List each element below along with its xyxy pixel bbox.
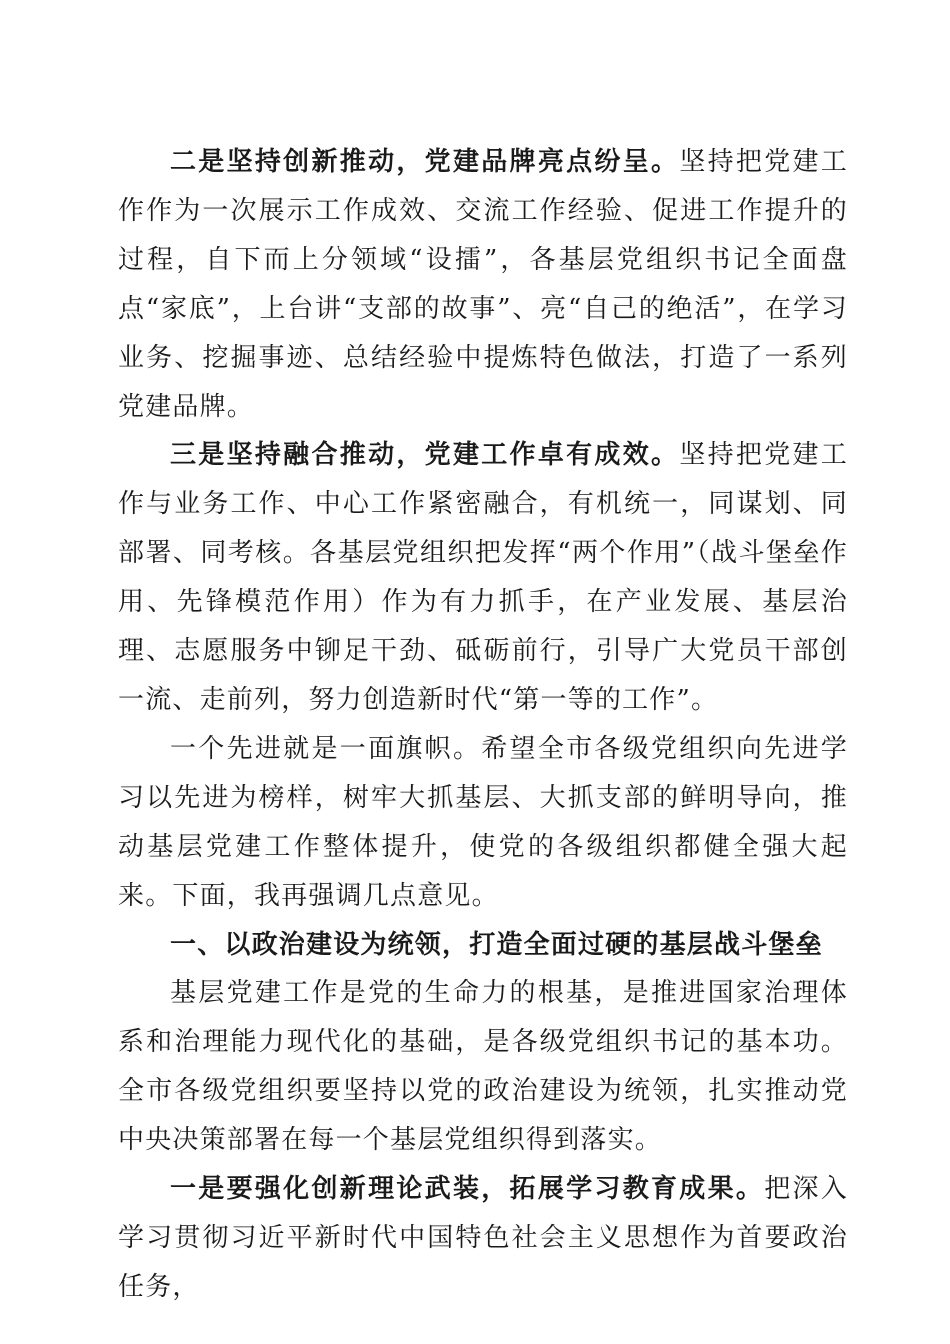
document-body — [118, 138, 848, 1312]
paragraph-integration — [118, 431, 848, 724]
paragraph-text: 基层党建工作是党的生命力的根基，是推进国家治理体系和治理能力现代化的基础，是各级党组织书记的基本功。全市各级党组织要坚持以党的政治建设为统领，扎实推动党中央决策部署在每一个基层党组织得到落实。 — [118, 978, 848, 1156]
paragraph-lead: 一是要强化创新理论武装，拓展学习教育成果。 — [170, 1174, 765, 1205]
paragraph-lead: 三是坚持融合推动，党建工作卓有成效。 — [170, 440, 680, 471]
paragraph-text: 坚持把党建工作与业务工作、中心工作紧密融合，有机统一，同谋划、同部署、同考核。各基层党组织把发挥“两个作用”（战斗堡垒作用、先锋模范作用）作为有力抓手，在产业发展、基层治理、志愿服务中铆足干劲、砥砺前行，引导广大党员干部创一流、走前列，努力创造新时代“第一等的工作”。 — [118, 440, 848, 715]
paragraph-lead: 二是坚持创新推动，党建品牌亮点纷呈。 — [170, 147, 680, 177]
paragraph-text: 把深入学习贯彻习近平新时代中国特色社会主义思想作为首要政治任务， — [118, 1174, 848, 1302]
paragraph-text: 一个先进就是一面旗帜。希望全市各级党组织向先进学习以先进为榜样，树牢大抓基层、大抓支部的鲜明导向，推动基层党建工作整体提升，使党的各级组织都健全强大起来。下面，我再强调几点意见。 — [118, 733, 848, 911]
paragraph-foundation — [118, 969, 848, 1165]
paragraph-theory — [118, 1165, 848, 1312]
section-heading: 一、以政治建设为统领，打造全面过硬的基层战斗堡垒 — [170, 929, 823, 960]
paragraph-text: 坚持把党建工作作为一次展示工作成效、交流工作经验、促进工作提升的过程，自下而上分领域“设擂”，各基层党组织书记全面盘点“家底”，上台讲“支部的故事”、亮“自己的绝活”，在学习业务、挖掘事迹、总结经验中提炼特色做法，打造了一系列党建品牌。 — [118, 147, 848, 422]
paragraph-flag — [118, 725, 848, 921]
paragraph-innovation — [118, 138, 848, 431]
